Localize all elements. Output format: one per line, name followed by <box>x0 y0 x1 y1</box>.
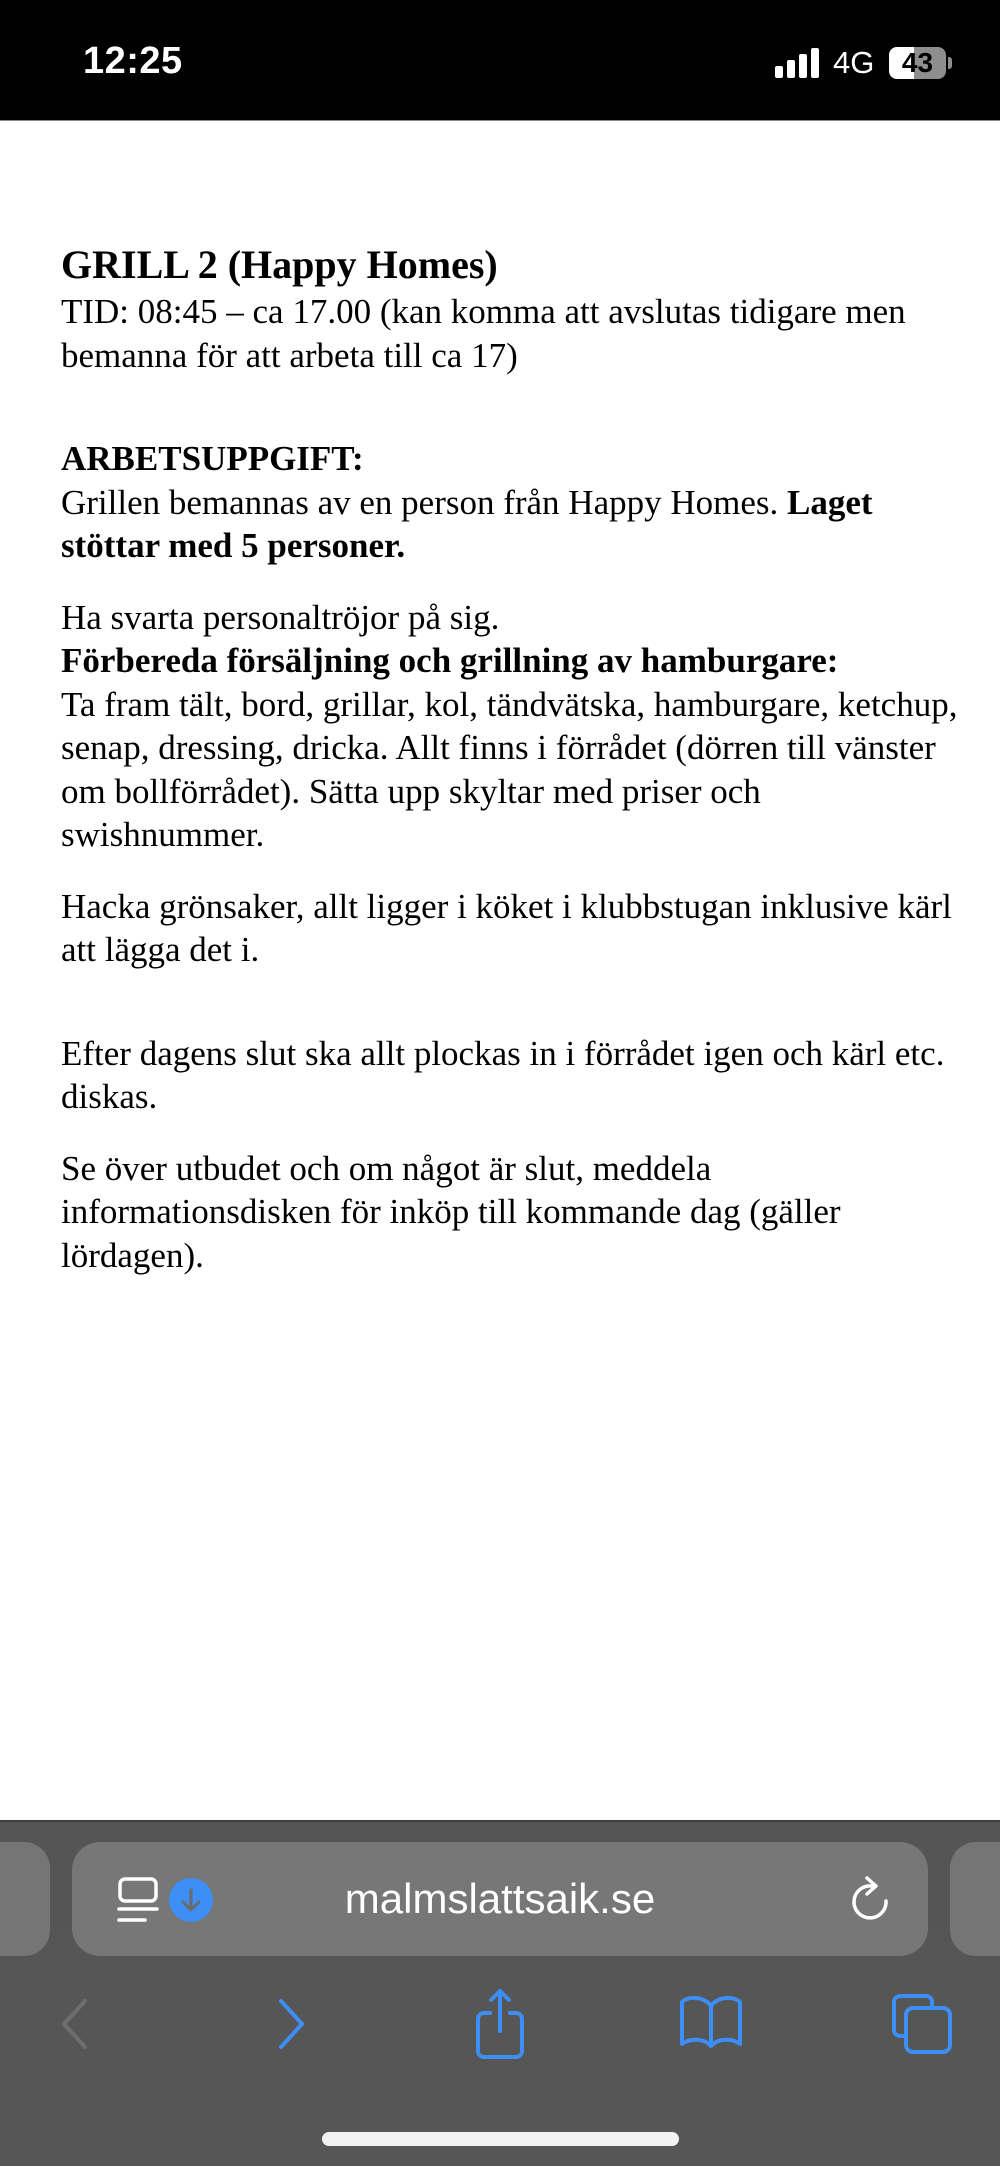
previous-tab-pill[interactable] <box>0 1842 50 1956</box>
time-info: TID: 08:45 – ca 17.00 (kan komma att avslutas tidigare men bemanna för att arbeta till ca 17) <box>61 292 906 375</box>
task-heading: ARBETSUPPGIFT: <box>61 439 364 478</box>
home-indicator[interactable] <box>322 2132 679 2146</box>
vegetables-text: Hacka grönsaker, allt ligger i köket i klubbstugan inklusive kärl att lägga det i. <box>61 886 952 969</box>
signal-bar <box>787 60 795 78</box>
task-section <box>61 437 961 568</box>
signal-bar <box>811 48 819 78</box>
tabs-icon[interactable] <box>890 1992 956 2056</box>
battery-tip <box>948 57 952 69</box>
reload-icon[interactable] <box>850 1874 894 1924</box>
browser-toolbar <box>0 1820 1000 2166</box>
bookmarks-icon[interactable] <box>678 1994 744 2050</box>
page-title: GRILL 2 (Happy Homes) <box>61 242 498 287</box>
forward-icon[interactable] <box>276 1997 308 2051</box>
url-text[interactable]: malmslattsaik.se <box>344 1875 656 1922</box>
prepare-text: Ta fram tält, bord, grillar, kol, tändvätska, hamburgare, ketchup, senap, dressing, dricka. Allt finns i förrådet (dörren till vänster om bollförrådet). Sätta upp skyltar med priser och swishnummer. <box>61 684 958 854</box>
task-text: Grillen bemannas av en person från Happy Homes. <box>61 482 788 522</box>
battery-percent: 43 <box>901 47 934 78</box>
signal-bar <box>799 54 807 78</box>
back-icon[interactable] <box>58 1997 90 2051</box>
share-icon[interactable] <box>472 1987 528 2061</box>
status-bar <box>0 0 1000 121</box>
signal-bar <box>775 66 783 78</box>
clothing-text: Ha svarta personaltröjor på sig. <box>61 597 500 637</box>
signal-strength-icon <box>775 48 819 78</box>
task-bold-text: Laget stöttar med 5 personer. <box>61 482 873 565</box>
restock-text: Se över utbudet och om något är slut, meddela informationsdisken för inköp till kommande dag (gäller lördagen). <box>61 1148 841 1275</box>
page-content <box>61 240 961 1305</box>
prepare-section <box>61 596 961 857</box>
cleanup-text: Efter dagens slut ska allt plockas in i förrådet igen och kärl etc. diskas. <box>61 1033 945 1116</box>
battery-icon <box>889 47 946 79</box>
status-time: 12:25 <box>83 40 183 82</box>
address-bar[interactable] <box>72 1842 928 1956</box>
network-type: 4G <box>833 45 875 80</box>
next-tab-pill[interactable] <box>950 1842 1000 1956</box>
prepare-heading: Förbereda försäljning och grillning av hamburgare: <box>61 641 839 680</box>
